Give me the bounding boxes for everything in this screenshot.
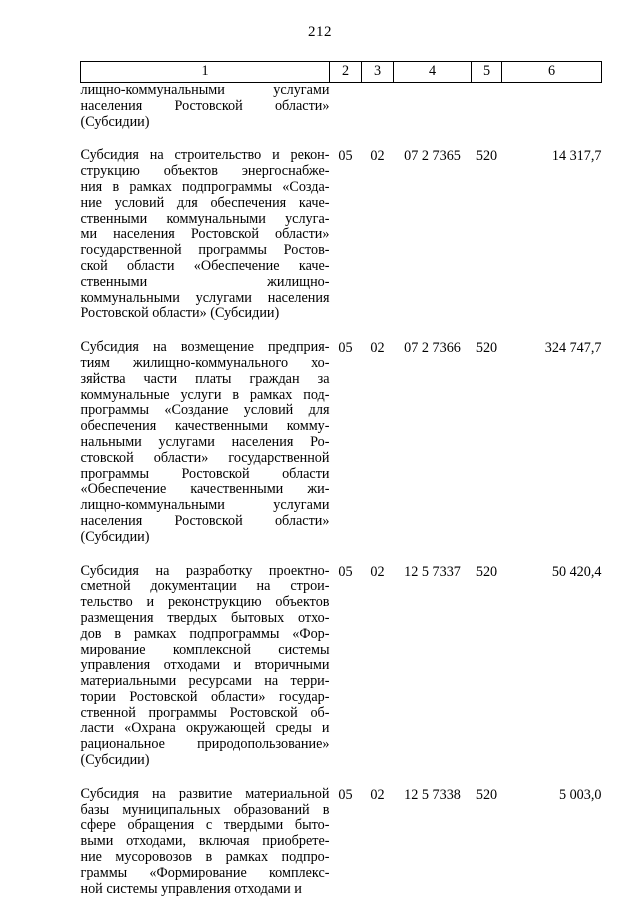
- description-line: (Субсидии): [80, 752, 150, 769]
- budget-table: [80, 61, 602, 897]
- description-line: базы муниципальных образований в: [80, 801, 330, 818]
- column-header: 6: [502, 62, 602, 83]
- description-line: программы «Создание условий для: [80, 402, 330, 419]
- description-line: ской области «Обеспечение каче-: [80, 257, 330, 274]
- amount: 14 317,7: [551, 148, 602, 165]
- description-line: дов в рамках подпрограммы «Фор-: [80, 625, 330, 642]
- section-code: 05: [338, 786, 353, 803]
- subsection-code: 02: [370, 563, 385, 580]
- description-line: обеспечения качественными комму-: [80, 418, 330, 435]
- column-header: 4: [394, 62, 472, 83]
- description-line: тиям жилищно-коммунального хо-: [80, 354, 330, 371]
- description-line: тории Ростовской области» государ-: [80, 688, 330, 705]
- table-header-row: [81, 62, 602, 83]
- description-line: размещения твердых бытовых отхо-: [80, 609, 330, 626]
- column-header: 2: [330, 62, 362, 83]
- amount: 50 420,4: [551, 563, 602, 580]
- table-row: [81, 769, 602, 898]
- column-header: 5: [472, 62, 502, 83]
- description-line: ной системы управления отходами и: [80, 880, 302, 897]
- description-line: мирование комплексной системы: [80, 641, 330, 658]
- expense-type-code: 520: [475, 148, 498, 165]
- page-number: 212: [308, 24, 332, 40]
- table-row: [81, 546, 602, 769]
- description-line: государственной программы Ростов-: [80, 242, 330, 259]
- column-header: 3: [362, 62, 394, 83]
- row-description: [81, 130, 330, 322]
- description-line: Субсидия на возмещение предприя-: [80, 339, 330, 356]
- description-line: Ростовской области» (Субсидии): [80, 305, 280, 322]
- row-description: [81, 322, 330, 545]
- section-code: 05: [338, 148, 353, 165]
- expense-type-code: 520: [475, 563, 498, 580]
- description-line: сфере обращения с твердыми быто-: [80, 817, 330, 834]
- table-row: [81, 130, 602, 322]
- expense-type-code: [472, 83, 502, 131]
- description-line: нальными услугами населения Ро-: [80, 433, 330, 450]
- row-description: [81, 769, 330, 898]
- description-line: ласти «Охрана окружающей среды и: [80, 720, 330, 737]
- description-line: тельство и реконструкцию объектов: [80, 594, 330, 611]
- description-line: лищно-коммунальными услугами: [80, 82, 330, 98]
- subsection-code: 02: [370, 340, 385, 357]
- column-header: 1: [81, 62, 330, 83]
- description-line: ние мусоровозов в рамках подпро-: [80, 849, 330, 866]
- target-article-code: 07 2 7366: [404, 340, 461, 357]
- description-line: коммунальные услуги в рамках под-: [80, 386, 330, 403]
- target-article-code: 07 2 7365: [404, 148, 461, 165]
- description-line: Субсидия на строительство и рекон-: [80, 147, 330, 164]
- description-line: программы Ростовской области: [80, 465, 330, 482]
- description-line: ния в рамках подпрограммы «Созда-: [80, 178, 330, 195]
- description-line: ние условий для обеспечения каче-: [80, 194, 330, 211]
- expense-type-code: 520: [475, 786, 498, 803]
- row-description: [81, 546, 330, 769]
- description-line: ственной программы Ростовской об-: [80, 704, 330, 721]
- description-line: Субсидия на разработку проектно-: [80, 562, 330, 579]
- target-article-code: [394, 83, 472, 131]
- description-line: ственными жилищно-: [80, 273, 330, 290]
- target-article-code: 12 5 7337: [404, 563, 461, 580]
- description-line: стовской области» государственной: [80, 449, 330, 466]
- amount: [502, 83, 602, 131]
- description-line: коммунальными услугами населения: [80, 289, 330, 306]
- target-article-code: 12 5 7338: [404, 786, 461, 803]
- description-line: ственными коммунальными услуга-: [80, 210, 330, 227]
- table-row: [81, 83, 602, 131]
- expense-type-code: 520: [475, 340, 498, 357]
- description-line: населения Ростовской области»: [80, 512, 330, 529]
- description-line: (Субсидии): [80, 113, 150, 130]
- row-description: [81, 83, 330, 131]
- section-code: 05: [338, 340, 353, 357]
- description-line: Субсидия на развитие материальной: [80, 785, 330, 802]
- description-line: выми отходами, включая приобрете-: [80, 833, 330, 850]
- description-line: рациональное природопользование»: [80, 736, 330, 753]
- subsection-code: [362, 83, 394, 131]
- table-body: [81, 83, 602, 898]
- subsection-code: 02: [370, 786, 385, 803]
- description-line: зяйства части платы граждан за: [80, 370, 330, 387]
- table-row: [81, 322, 602, 545]
- description-line: граммы «Формирование комплекс-: [80, 864, 330, 881]
- description-line: струкцию объектов энергоснабже-: [80, 163, 330, 180]
- description-line: населения Ростовской области»: [80, 97, 330, 114]
- section-code: 05: [338, 563, 353, 580]
- amount: 5 003,0: [558, 786, 602, 803]
- section-code: [330, 83, 362, 131]
- description-line: ми населения Ростовской области»: [80, 226, 330, 243]
- amount: 324 747,7: [544, 340, 602, 357]
- subsection-code: 02: [370, 148, 385, 165]
- description-line: материальными ресурсами на терри-: [80, 673, 330, 690]
- description-line: «Обеспечение качественными жи-: [80, 481, 330, 498]
- description-line: (Субсидии): [80, 528, 150, 545]
- description-line: сметной документации на строи-: [80, 578, 330, 595]
- description-line: лищно-коммунальными услугами: [80, 497, 330, 514]
- description-line: управления отходами и вторичными: [80, 657, 330, 674]
